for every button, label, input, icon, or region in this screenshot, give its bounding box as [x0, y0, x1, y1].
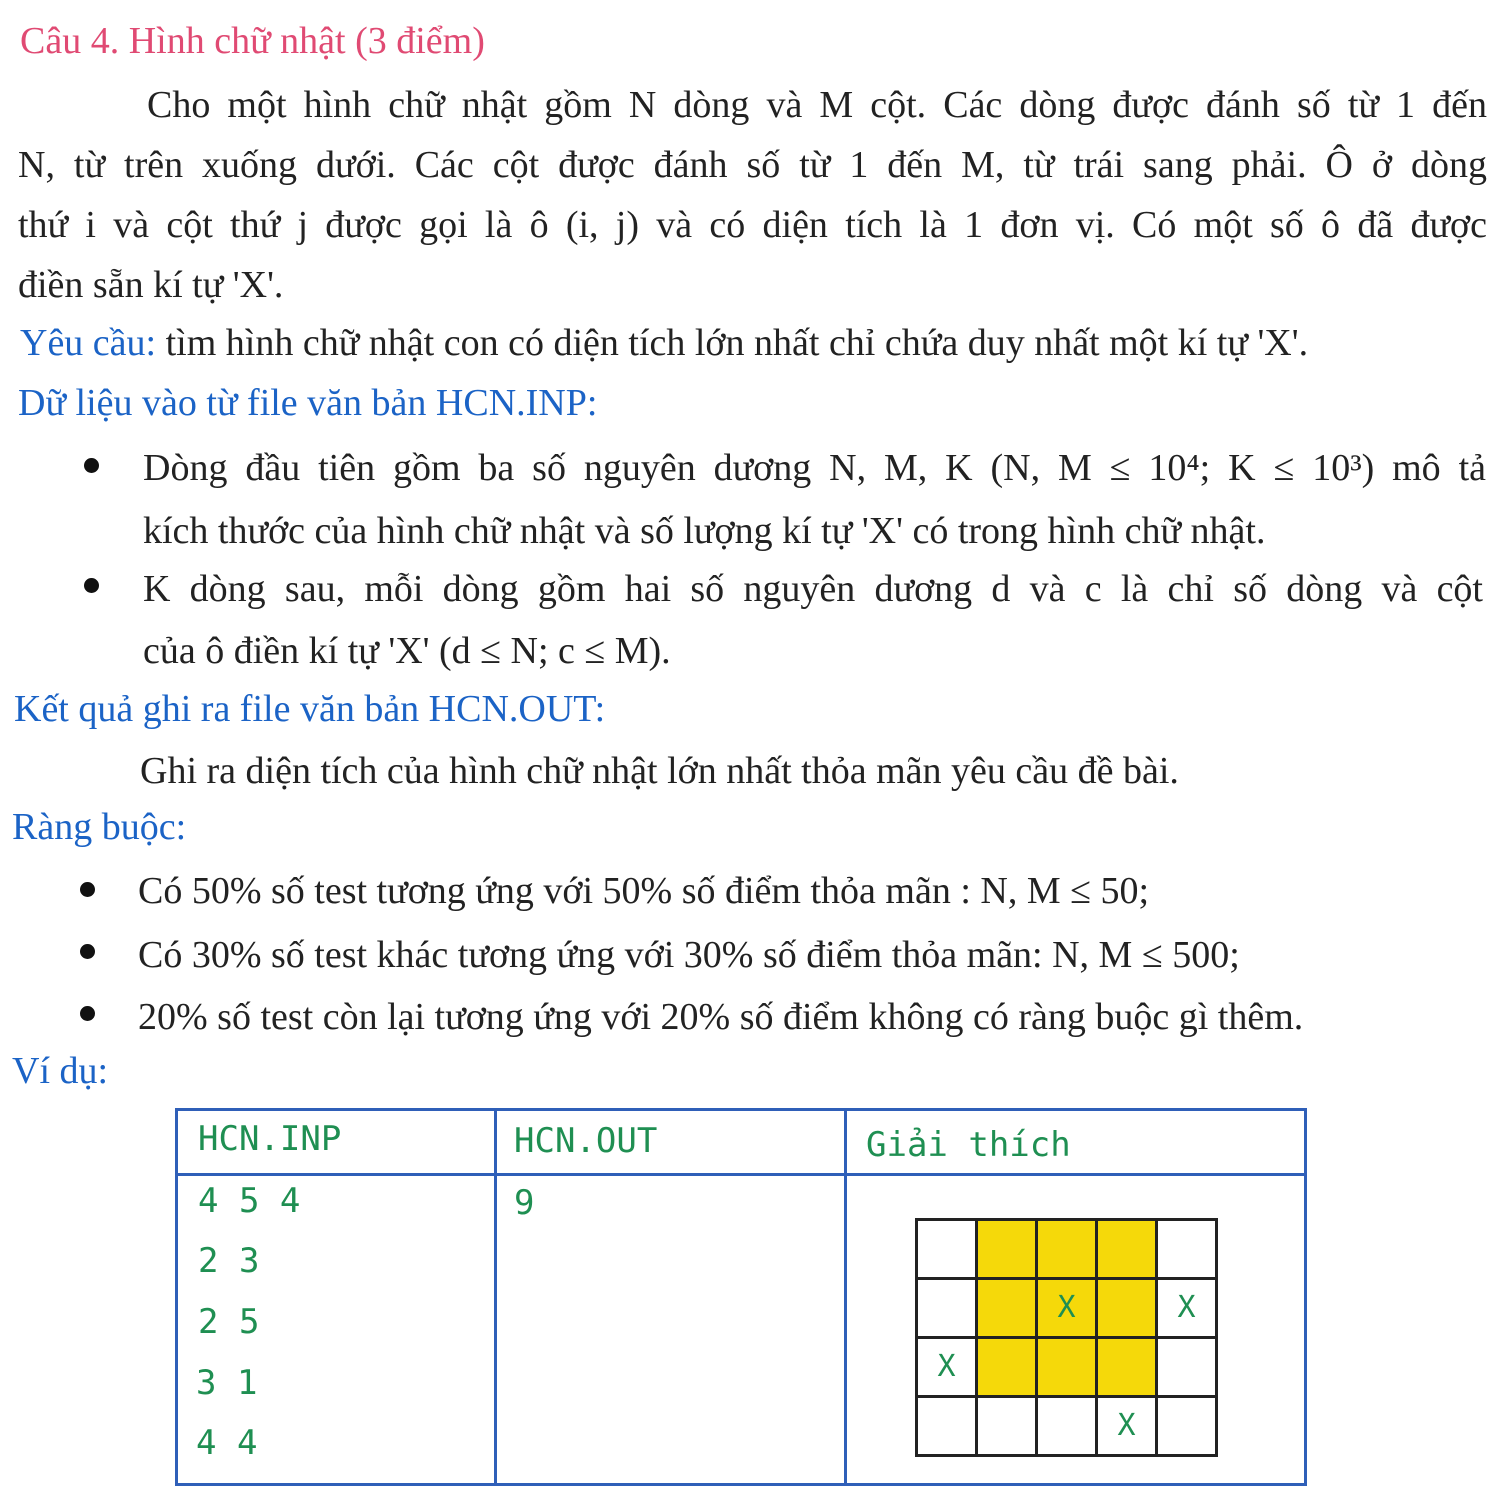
grid-cell [1095, 1218, 1158, 1280]
input-line: 3 1 [196, 1363, 258, 1403]
x-mark: X [1117, 1408, 1136, 1443]
requirement-label: Yêu cầu: [20, 322, 157, 364]
grid-cell [1095, 1277, 1158, 1339]
grid-cell [1155, 1395, 1218, 1457]
grid-cell [975, 1395, 1038, 1457]
grid-cell [1155, 1277, 1218, 1339]
input-line: 2 5 [198, 1302, 260, 1342]
bullet-icon [80, 1006, 95, 1021]
bullet-icon [80, 882, 95, 897]
input-item-1-line-1: Dòng đầu tiên gồm ba số nguyên dương N, M, K (N, M ≤ 10⁴; K ≤ 10³) mô tả [143, 447, 1486, 489]
grid-cell [975, 1218, 1038, 1280]
table-divider [844, 1111, 847, 1483]
grid-cell [1035, 1395, 1098, 1457]
header-output: HCN.OUT [514, 1121, 658, 1161]
input-heading: Dữ liệu vào từ file văn bản HCN.INP: [18, 382, 598, 424]
grid-cell [1035, 1218, 1098, 1280]
x-mark: X [937, 1349, 956, 1384]
intro-line-3: thứ i và cột thứ j được gọi là ô (i, j) và có diện tích là 1 đơn vị. Có một số ô đã được [18, 204, 1487, 246]
table-divider [494, 1111, 497, 1483]
bullet-icon [84, 458, 99, 473]
output-value: 9 [514, 1183, 535, 1223]
intro-line-1: Cho một hình chữ nhật gồm N dòng và M cột. Các dòng được đánh số từ 1 đến [147, 84, 1487, 126]
grid-cell [1155, 1336, 1218, 1398]
input-item-2-line-1: K dòng sau, mỗi dòng gồm hai số nguyên dương d và c là chỉ số dòng và cột [143, 568, 1483, 610]
example-heading: Ví dụ: [12, 1050, 109, 1092]
x-mark: X [1177, 1290, 1196, 1325]
grid-cell [1035, 1277, 1098, 1339]
bullet-icon [84, 578, 99, 593]
input-line: 2 3 [198, 1241, 260, 1281]
grid-cell [915, 1395, 978, 1457]
requirement-text: tìm hình chữ nhật con có diện tích lớn nhất chỉ chứa duy nhất một kí tự 'X'. [156, 322, 1309, 364]
grid-cell [915, 1336, 978, 1398]
header-explanation: Giải thích [866, 1125, 1071, 1165]
grid-cell [975, 1336, 1038, 1398]
x-mark: X [1057, 1290, 1076, 1325]
input-item-1-line-2: kích thước của hình chữ nhật và số lượng kí tự 'X' có trong hình chữ nhật. [143, 510, 1266, 552]
output-text: Ghi ra diện tích của hình chữ nhật lớn nhất thỏa mãn yêu cầu đề bài. [140, 750, 1179, 792]
input-item-2-line-2: của ô điền kí tự 'X' (d ≤ N; c ≤ M). [143, 630, 671, 672]
grid-cell [915, 1218, 978, 1280]
requirement [20, 320, 1308, 366]
constraints-heading: Ràng buộc: [12, 806, 187, 848]
header-input: HCN.INP [198, 1119, 342, 1159]
constraint-2: Có 30% số test khác tương ứng với 30% số điểm thỏa mãn: N, M ≤ 500; [138, 934, 1240, 976]
input-line: 4 4 [196, 1423, 258, 1463]
constraint-3: 20% số test còn lại tương ứng với 20% số điểm không có ràng buộc gì thêm. [138, 996, 1304, 1038]
bullet-icon [80, 944, 95, 959]
problem-title: Câu 4. Hình chữ nhật (3 điểm) [20, 20, 485, 62]
grid-cell [1095, 1395, 1158, 1457]
grid-cell [915, 1277, 978, 1339]
grid-cell [1155, 1218, 1218, 1280]
table-header-divider [178, 1173, 1304, 1176]
grid-cell [975, 1277, 1038, 1339]
grid-cell [1035, 1336, 1098, 1398]
input-line: 4 5 4 [198, 1181, 301, 1221]
grid-cell [1095, 1336, 1158, 1398]
intro-line-4: điền sẵn kí tự 'X'. [18, 264, 284, 306]
output-heading: Kết quả ghi ra file văn bản HCN.OUT: [14, 688, 606, 730]
intro-line-2: N, từ trên xuống dưới. Các cột được đánh số từ 1 đến M, từ trái sang phải. Ô ở dòng [18, 144, 1487, 186]
constraint-1: Có 50% số test tương ứng với 50% số điểm thỏa mãn : N, M ≤ 50; [138, 870, 1150, 912]
